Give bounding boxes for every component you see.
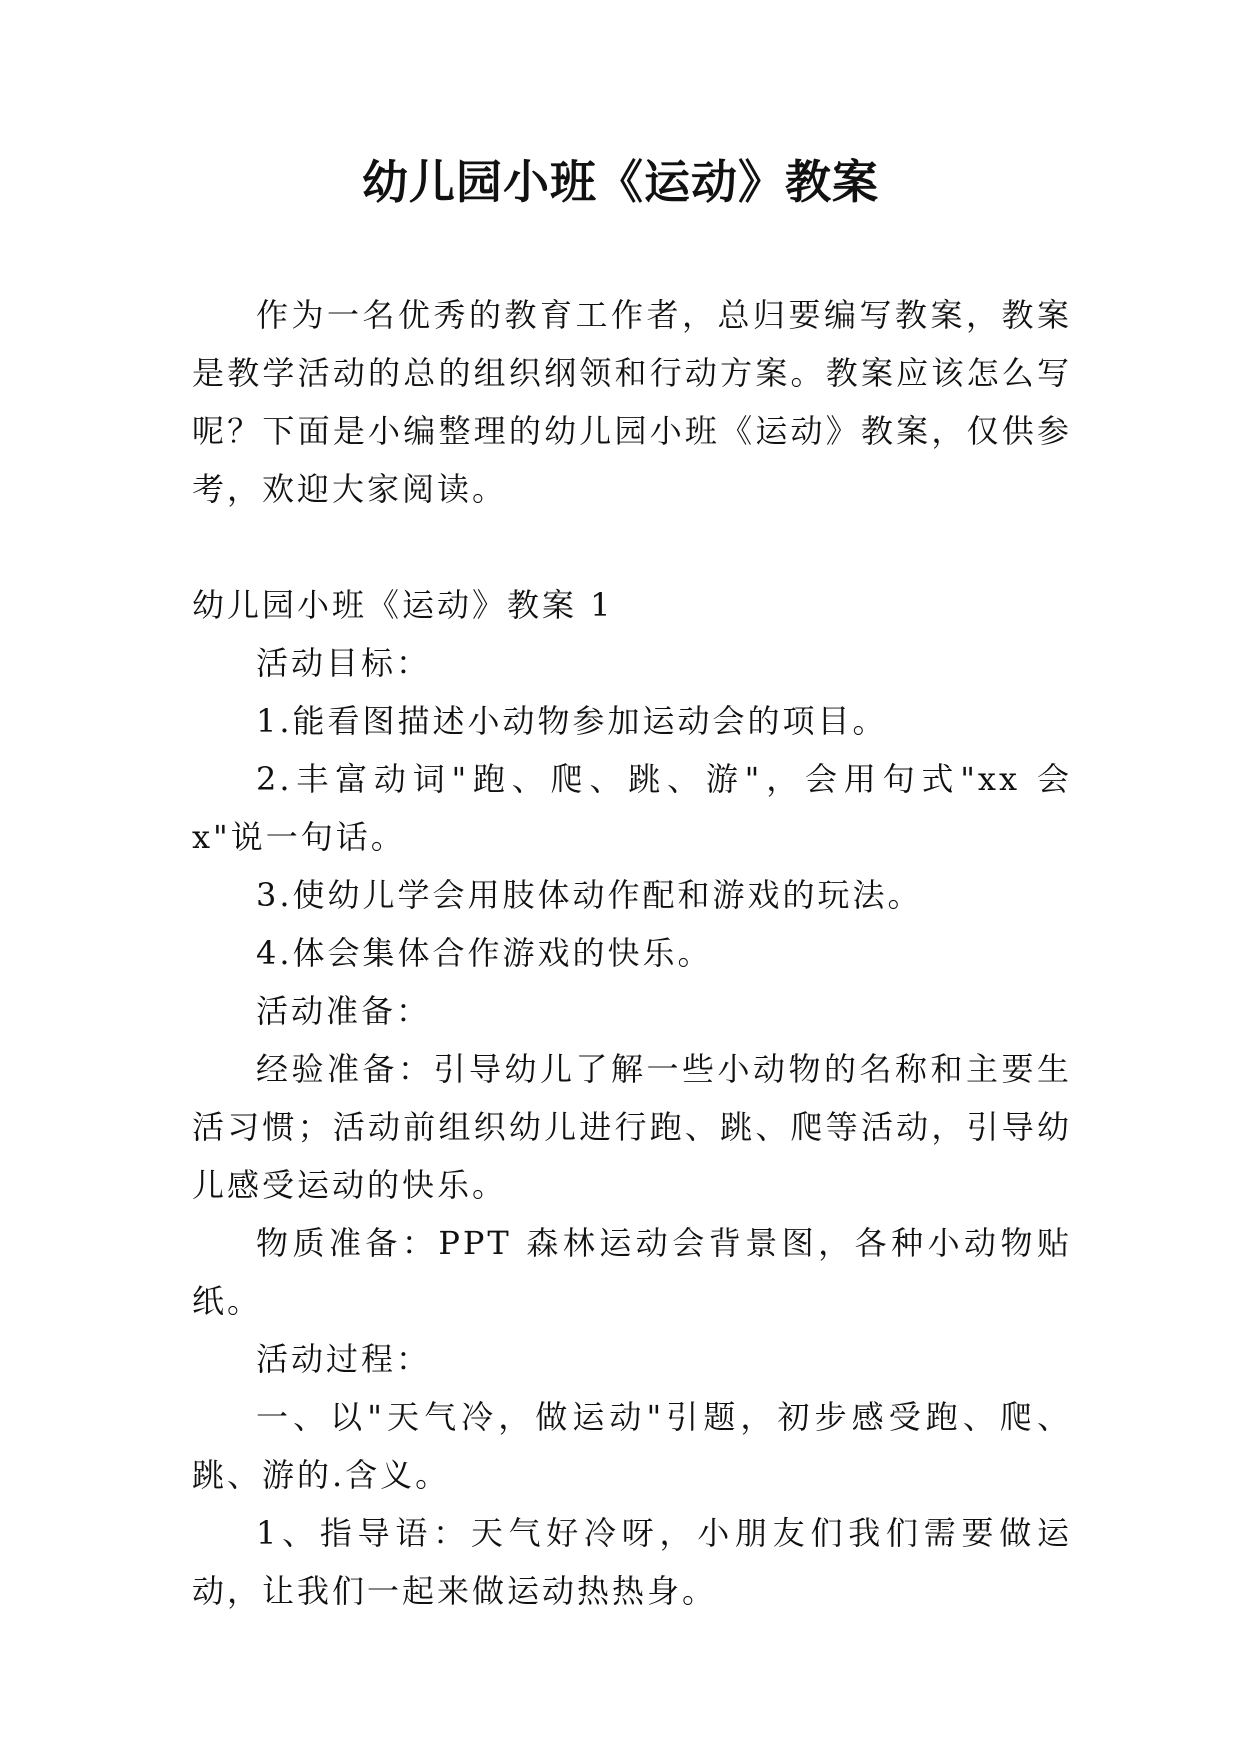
document-title: 幼儿园小班《运动》教案: [362, 155, 879, 209]
paragraph-goal-2: 2.丰富动词"跑、爬、跳、游"，会用句式"xx 会 x"说一句话。: [192, 760, 1072, 856]
paragraph-goal-4: 4.体会集体合作游戏的快乐。: [256, 934, 713, 972]
document-body: [192, 286, 1072, 1620]
paragraph-goal-1: 1.能看图描述小动物参加运动会的项目。: [256, 702, 888, 740]
paragraph-process-step-1: 一、以"天气冷，做运动"引题，初步感受跑、爬、跳、游的.含义。: [192, 1398, 1072, 1494]
section-gap: [192, 518, 1072, 576]
paragraph-goal-3: 3.使幼儿学会用肢体动作配和游戏的玩法。: [256, 876, 923, 914]
paragraph-activity-process: 活动过程：: [256, 1340, 432, 1378]
intro-paragraph: 作为一名优秀的教育工作者，总归要编写教案，教案是教学活动的总的组织纲领和行动方案。教案应该怎么写呢？下面是小编整理的幼儿园小班《运动》教案，仅供参考，欢迎大家阅读。: [192, 296, 1072, 508]
paragraph-activity-preparation: 活动准备：: [256, 992, 432, 1030]
paragraph-experience-preparation: 经验准备：引导幼儿了解一些小动物的名称和主要生活习惯；活动前组织幼儿进行跑、跳、爬等活动，引导幼儿感受运动的快乐。: [192, 1050, 1072, 1204]
paragraph-activity-goals: 活动目标：: [256, 644, 432, 682]
paragraph-material-preparation: 物质准备：PPT 森林运动会背景图，各种小动物贴纸。: [192, 1224, 1072, 1320]
section-heading: 幼儿园小班《运动》教案 1: [192, 586, 614, 624]
paragraph-guidance: 1、指导语：天气好冷呀，小朋友们我们需要做运动，让我们一起来做运动热热身。: [192, 1514, 1072, 1610]
